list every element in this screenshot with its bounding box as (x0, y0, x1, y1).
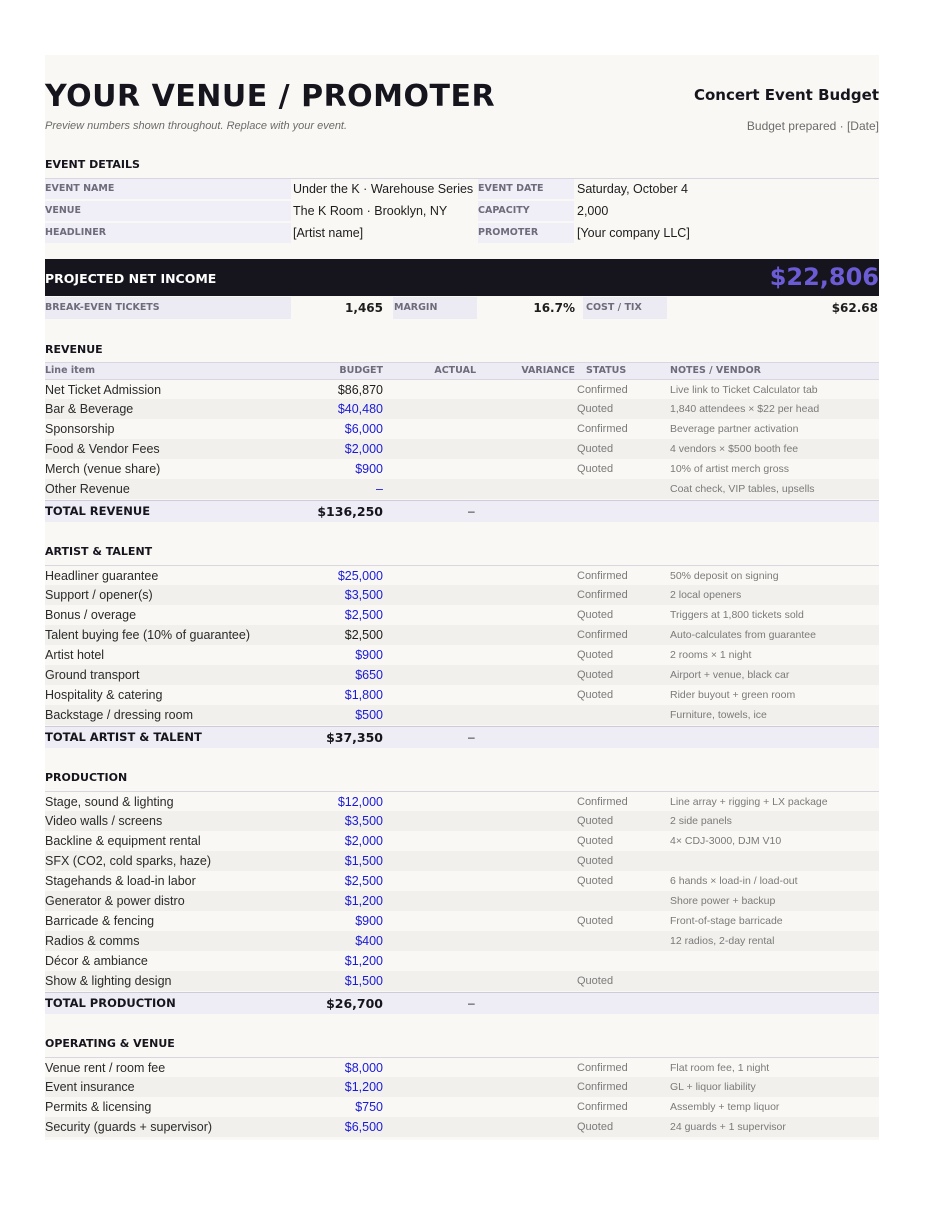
budget-cell[interactable]: $650 (355, 668, 383, 682)
total-actual: – (468, 730, 475, 744)
table-row (45, 1097, 879, 1117)
notes-cell[interactable]: Live link to Ticket Calculator tab (670, 384, 818, 396)
line-item-name[interactable]: Backline & equipment rental (45, 834, 201, 848)
revenue-heading: REVENUE (45, 343, 103, 356)
table-row (45, 685, 879, 705)
status-cell[interactable]: Confirmed (577, 1062, 628, 1074)
status-cell[interactable]: Quoted (577, 875, 614, 887)
table-row (45, 665, 879, 685)
net-income-banner (45, 259, 879, 296)
status-cell[interactable]: Confirmed (577, 570, 628, 582)
notes-cell[interactable]: 2 rooms × 1 night (670, 649, 752, 661)
notes-cell[interactable]: 10% of artist merch gross (670, 463, 790, 475)
budget-cell[interactable]: $2,000 (344, 834, 383, 848)
notes-cell[interactable]: 4× CDJ-3000, DJM V10 (670, 835, 782, 847)
line-item-name[interactable]: Stagehands & load-in labor (45, 874, 196, 888)
capacity-field[interactable]: 2,000 (577, 204, 609, 218)
budget-cell[interactable]: $1,500 (344, 854, 383, 868)
status-cell[interactable]: Confirmed (577, 589, 628, 601)
notes-cell[interactable]: Triggers at 1,800 tickets sold (670, 609, 804, 621)
col-variance: VARIANCE (521, 365, 575, 376)
event-details-heading: EVENT DETAILS (45, 158, 140, 171)
status-cell[interactable]: Quoted (577, 815, 614, 827)
notes-cell[interactable]: Shore power + backup (670, 895, 776, 907)
artist-heading: ARTIST & TALENT (45, 545, 153, 558)
status-cell[interactable]: Quoted (577, 463, 614, 475)
venue-field[interactable]: The K Room · Brooklyn, NY (293, 204, 448, 218)
status-cell[interactable]: Quoted (577, 855, 614, 867)
headliner-label: HEADLINER (45, 223, 291, 243)
budget-cell[interactable]: $2,500 (344, 628, 383, 642)
venue-label: VENUE (45, 201, 291, 221)
table-row (45, 791, 879, 812)
margin-label: MARGIN (394, 302, 438, 313)
budget-cell[interactable]: $900 (355, 648, 383, 662)
status-cell[interactable]: Quoted (577, 609, 614, 621)
budget-cell[interactable]: $86,870 (337, 383, 383, 397)
line-item-name[interactable]: Security (guards + supervisor) (45, 1120, 213, 1134)
line-item-name[interactable]: Food & Vendor Fees (45, 442, 160, 456)
total-budget: $136,250 (317, 504, 383, 519)
notes-cell[interactable]: Coat check, VIP tables, upsells (670, 483, 815, 495)
notes-cell[interactable]: Furniture, towels, ice (670, 709, 767, 721)
table-row (45, 891, 879, 911)
line-item-name[interactable]: Radios & comms (45, 934, 140, 948)
table-row (45, 625, 879, 645)
table-row (45, 931, 879, 951)
line-item-name[interactable]: Backstage / dressing room (45, 708, 193, 722)
breakeven-value: 1,465 (345, 301, 383, 315)
line-item-name[interactable]: Show & lighting design (45, 974, 172, 988)
budget-cell[interactable]: – (376, 482, 383, 496)
event-date-field[interactable]: Saturday, October 4 (577, 182, 688, 196)
line-item-name[interactable]: Talent buying fee (10% of guarantee) (45, 628, 250, 642)
preview-note: Preview numbers shown throughout. Replace with your event. (45, 120, 348, 132)
budget-cell[interactable]: $1,800 (344, 688, 383, 702)
line-item-name[interactable]: Merch (venue share) (45, 462, 161, 476)
budget-cell[interactable]: $40,480 (337, 402, 383, 416)
line-item-name[interactable]: Other Revenue (45, 482, 130, 496)
status-cell[interactable]: Confirmed (577, 1081, 628, 1093)
total-label: TOTAL PRODUCTION (45, 996, 176, 1010)
budget-cell[interactable]: $1,200 (344, 954, 383, 968)
budget-cell[interactable]: $2,500 (344, 874, 383, 888)
total-artist-row (45, 726, 879, 748)
table-row (45, 831, 879, 851)
line-item-name[interactable]: Bar & Beverage (45, 402, 134, 416)
status-cell[interactable]: Quoted (577, 443, 614, 455)
table-header (45, 362, 879, 379)
line-item-name[interactable]: Sponsorship (45, 422, 115, 436)
col-notes: NOTES / VENDOR (670, 365, 761, 376)
production-heading: PRODUCTION (45, 771, 128, 784)
notes-cell[interactable]: Front-of-stage barricade (670, 915, 783, 927)
notes-cell[interactable]: 2 side panels (670, 815, 732, 827)
line-item-name[interactable]: Net Ticket Admission (45, 383, 162, 397)
status-cell[interactable]: Quoted (577, 689, 614, 701)
budget-sheet (45, 55, 879, 1140)
status-cell[interactable]: Quoted (577, 403, 614, 415)
net-income-value: $22,806 (769, 263, 879, 291)
table-row (45, 605, 879, 625)
notes-cell[interactable]: 50% deposit on signing (670, 570, 779, 582)
table-row (45, 705, 879, 725)
margin-value: 16.7% (533, 301, 575, 315)
notes-cell[interactable]: 6 hands × load-in / load-out (670, 875, 798, 887)
status-cell[interactable]: Quoted (577, 649, 614, 661)
total-label: TOTAL REVENUE (45, 504, 151, 518)
table-row (45, 439, 879, 459)
budget-cell[interactable]: $750 (355, 1100, 383, 1114)
line-item-name[interactable]: Support / opener(s) (45, 588, 153, 602)
prepared-date[interactable]: Budget prepared · [Date] (746, 119, 879, 133)
table-row (45, 1077, 879, 1097)
col-status: STATUS (586, 365, 627, 376)
status-cell[interactable]: Confirmed (577, 1101, 628, 1113)
total-actual: – (468, 996, 475, 1010)
line-item-name[interactable]: Décor & ambiance (45, 954, 148, 968)
col-budget: BUDGET (339, 365, 383, 376)
total-label: TOTAL ARTIST & TALENT (45, 730, 202, 744)
notes-cell[interactable]: Line array + rigging + LX package (670, 796, 828, 808)
promoter-label: PROMOTER (478, 223, 574, 243)
promoter-field[interactable]: [Your company LLC] (577, 226, 690, 240)
budget-cell[interactable]: $2,500 (344, 608, 383, 622)
line-item-name[interactable]: Venue rent / room fee (45, 1061, 166, 1075)
budget-cell[interactable]: $6,500 (344, 1120, 383, 1134)
budget-cell[interactable]: $12,000 (337, 795, 383, 809)
budget-cell[interactable]: $25,000 (337, 569, 383, 583)
notes-cell[interactable]: 1,840 attendees × $22 per head (670, 403, 820, 415)
notes-cell[interactable]: 2 local openers (670, 589, 742, 601)
notes-cell[interactable]: 4 vendors × $500 booth fee (670, 443, 799, 455)
net-income-label: PROJECTED NET INCOME (45, 271, 217, 286)
table-row (45, 585, 879, 605)
event-name-label: EVENT NAME (45, 179, 291, 199)
table-row (45, 911, 879, 931)
line-item-name[interactable]: Event insurance (45, 1080, 135, 1094)
cost-per-ticket-value: $62.68 (831, 301, 878, 315)
notes-cell[interactable]: GL + liquor liability (670, 1081, 756, 1093)
line-item-name[interactable]: Generator & power distro (45, 894, 185, 908)
budget-cell[interactable]: $3,500 (344, 814, 383, 828)
table-row (45, 851, 879, 871)
headliner-field[interactable]: [Artist name] (293, 226, 364, 240)
total-budget: $26,700 (326, 996, 383, 1011)
table-row (45, 951, 879, 971)
venue-title[interactable]: YOUR VENUE / PROMOTER (45, 79, 496, 114)
budget-cell[interactable]: $2,000 (344, 442, 383, 456)
total-budget: $37,350 (326, 730, 383, 745)
kpi-row (45, 297, 879, 319)
line-item-name[interactable]: Stage, sound & lighting (45, 795, 174, 809)
total-revenue-row (45, 500, 879, 522)
table-row (45, 811, 879, 831)
status-cell[interactable]: Quoted (577, 915, 614, 927)
budget-cell[interactable]: $500 (355, 708, 383, 722)
table-row (45, 459, 879, 479)
table-row (45, 971, 879, 991)
capacity-label: CAPACITY (478, 201, 574, 221)
budget-cell[interactable]: $400 (355, 934, 383, 948)
event-date-label: EVENT DATE (478, 179, 574, 199)
status-cell[interactable]: Quoted (577, 975, 614, 987)
notes-cell[interactable]: Auto-calculates from guarantee (670, 629, 816, 641)
line-item-name[interactable]: SFX (CO2, cold sparks, haze) (45, 854, 212, 868)
budget-cell[interactable]: $900 (355, 914, 383, 928)
status-cell[interactable]: Confirmed (577, 796, 628, 808)
document-title: Concert Event Budget (693, 86, 879, 104)
line-item-name[interactable]: Artist hotel (45, 648, 105, 662)
budget-cell[interactable]: $3,500 (344, 588, 383, 602)
budget-cell[interactable]: $6,000 (344, 422, 383, 436)
status-cell[interactable]: Quoted (577, 1121, 614, 1133)
line-item-name[interactable]: Hospitality & catering (45, 688, 163, 702)
status-cell[interactable]: Confirmed (577, 423, 628, 435)
table-row (45, 419, 879, 439)
notes-cell[interactable]: Assembly + temp liquor (670, 1101, 780, 1113)
table-row (45, 565, 879, 586)
line-item-name[interactable]: Headliner guarantee (45, 569, 159, 583)
line-item-name[interactable]: Barricade & fencing (45, 914, 155, 928)
total-production-row (45, 992, 879, 1014)
cost-per-ticket-label: COST / TIX (586, 302, 642, 313)
table-row (45, 1117, 879, 1137)
status-cell[interactable]: Quoted (577, 835, 614, 847)
notes-cell[interactable]: 24 guards + 1 supervisor (670, 1121, 786, 1133)
total-actual: – (468, 504, 475, 518)
status-cell[interactable]: Confirmed (577, 629, 628, 641)
event-name-field[interactable]: Under the K · Warehouse Series (293, 182, 474, 196)
operating-heading: OPERATING & VENUE (45, 1037, 175, 1050)
line-item-name[interactable]: Bonus / overage (45, 608, 137, 622)
col-actual: ACTUAL (434, 365, 476, 376)
notes-cell[interactable]: Beverage partner activation (670, 423, 799, 435)
notes-cell[interactable]: 12 radios, 2-day rental (670, 935, 775, 947)
table-row (45, 1057, 879, 1078)
line-item-name[interactable]: Ground transport (45, 668, 140, 682)
breakeven-label: BREAK-EVEN TICKETS (45, 302, 160, 313)
budget-cell[interactable]: $1,200 (344, 894, 383, 908)
notes-cell[interactable]: Airport + venue, black car (670, 669, 790, 681)
col-line-item: Line item (45, 365, 95, 376)
status-cell[interactable]: Confirmed (577, 384, 628, 396)
budget-cell[interactable]: $900 (355, 462, 383, 476)
table-row (45, 645, 879, 665)
notes-cell[interactable]: Rider buyout + green room (670, 689, 796, 701)
table-row (45, 479, 879, 499)
notes-cell[interactable]: Flat room fee, 1 night (670, 1062, 770, 1074)
line-item-name[interactable]: Permits & licensing (45, 1100, 152, 1114)
budget-cell[interactable]: $1,200 (344, 1080, 383, 1094)
budget-cell[interactable]: $1,500 (344, 974, 383, 988)
budget-cell[interactable]: $8,000 (344, 1061, 383, 1075)
line-item-name[interactable]: Video walls / screens (45, 814, 163, 828)
table-row (45, 871, 879, 891)
table-row (45, 399, 879, 419)
table-row (45, 379, 879, 400)
status-cell[interactable]: Quoted (577, 669, 614, 681)
